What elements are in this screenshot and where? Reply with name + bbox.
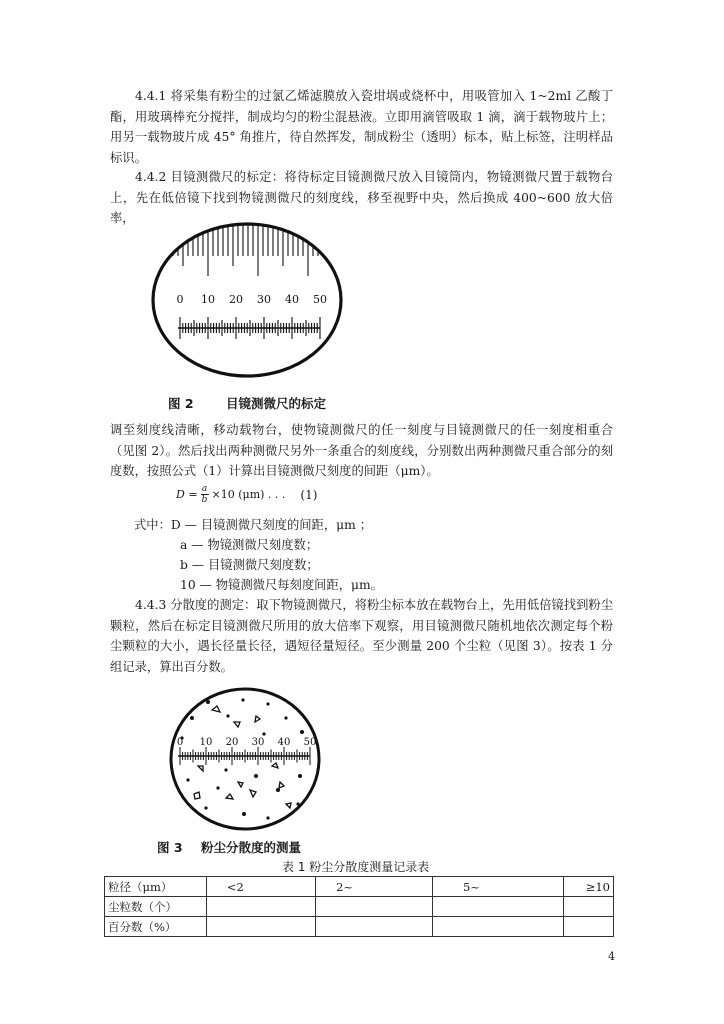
table-header-cell: ≥10 (563, 877, 613, 897)
figure-3-title: 粉尘分散度的测量 (201, 840, 302, 855)
formula-denominator: b (201, 495, 208, 505)
dust-particle (216, 786, 219, 789)
dust-particle (266, 702, 269, 705)
table-header-cell: <2 (206, 877, 315, 897)
dust-particle-outline (279, 782, 284, 788)
legend-line-10: 10 — 物镜测微尺每刻度间距，μm。 (180, 578, 383, 592)
figure-2-scale-label: 40 (285, 293, 299, 306)
page-number: 4 (608, 950, 615, 963)
legend-intro: 式中： (134, 518, 171, 532)
figure-3-caption (157, 838, 301, 856)
dust-particle (204, 806, 207, 809)
table-row-particle-count (105, 897, 614, 917)
dust-particle (224, 768, 227, 771)
formula-lhs: D = (176, 488, 198, 501)
figure-3-scale-labels (177, 737, 317, 748)
table-cell (432, 917, 563, 937)
formula-rest: ×10 (μm) . . . (211, 488, 286, 501)
paragraph-continuation: 调至刻度线清晰，移动载物台，使物镜测微尺的任一刻度与目镜测微尺的任一刻度相重合（见图 2）。然后找出两种测微尺另外一条重合的刻度线，分别数出两种测微尺重合部分的刻度数，按照公式（1）计算出目镜测微尺刻度的间距（μm）。 (110, 423, 613, 478)
figure-3-scale-label: 30 (251, 737, 265, 748)
formula-numerator: a (201, 484, 208, 494)
figure-3-dust-field-diagram (168, 686, 322, 832)
dust-particle (190, 716, 194, 720)
table-header-cell: 2~ (316, 877, 433, 897)
table-cell (432, 897, 563, 917)
dust-particle-outline (286, 803, 291, 808)
dust-particle-outline (198, 766, 203, 771)
legend-line-b: b — 目镜测微尺刻度数； (180, 558, 319, 572)
figure-3-scale-label: 0 (176, 737, 184, 748)
table-cell (316, 917, 433, 937)
formula-equation-number: (1) (300, 487, 318, 502)
paragraph-4-4-2: 4.4.2 目镜测微尺的标定：将待标定目镜测微尺放入目镜筒内，物镜测微尺置于载物台上，先在低倍镜下找到物镜测微尺的刻度线，移至视野中央，然后换成 400~600 放大倍率， (110, 170, 613, 225)
dust-particle (298, 774, 302, 778)
paragraph-4-4-1: 4.4.1 将采集有粉尘的过氯乙烯滤膜放入瓷坩埚或烧杯中，用吸管加入 1~2ml 乙酸丁酯，用玻璃棒充分搅拌，制成均匀的粉尘混悬液。立即用滴管吸取 1 滴，滴于载物玻片上；用另一载物玻片成 45° 角推片，待自然挥发，制成粉尘（透明）标本，贴上标签，注明样品标识。 (110, 89, 613, 165)
figure-3-scale-label: 20 (225, 737, 239, 748)
formula-1 (176, 484, 317, 505)
dust-particle (262, 732, 265, 735)
table-row-percentage (105, 917, 614, 937)
dust-particle (226, 714, 229, 717)
figure-2-scale-label: 50 (313, 293, 327, 306)
formula-fraction (201, 484, 209, 505)
table-header-cell: 5~ (432, 877, 563, 897)
dust-particle-outline (250, 790, 256, 797)
figure-2-scale-label: 20 (229, 293, 243, 306)
legend-line-d (134, 515, 372, 535)
table-header-cell: 粒径（μm） (105, 877, 207, 897)
figure-2-micrometer-diagram (150, 220, 344, 380)
dust-particle-outline (272, 763, 278, 768)
figure-3-scale-ticks (178, 747, 310, 765)
legend-line-a: a — 物镜测微尺刻度数； (180, 538, 319, 552)
table-cell (206, 897, 315, 917)
table-header-row (105, 877, 614, 897)
legend-item-d: D — 目镜测微尺刻度的间距，μm ； (170, 518, 373, 532)
table-row-label: 百分数（%） (105, 917, 207, 937)
dust-particle (266, 816, 269, 819)
dust-particle-outline (255, 716, 260, 722)
table-1-dispersion-record (104, 876, 614, 937)
dust-particle-outline (194, 792, 200, 799)
table-cell (563, 897, 613, 917)
dust-particle (300, 730, 304, 734)
figure-3-scale-label: 40 (277, 737, 291, 748)
figure-3-scale-label: 10 (199, 737, 213, 748)
figure-3-scale-label: 50 (303, 737, 317, 748)
table-cell (206, 917, 315, 937)
figure-2-scale-label: 30 (257, 293, 271, 306)
table-row-label: 尘粒数（个） (105, 897, 207, 917)
table-cell (563, 917, 613, 937)
dust-particle (254, 774, 258, 778)
dust-particle (284, 716, 287, 719)
figure-2-caption (168, 394, 326, 412)
figure-3-number: 图 3 (157, 840, 183, 855)
dust-particle (186, 778, 189, 781)
figure-2-scale-labels (177, 293, 328, 306)
figure-2-number: 图 2 (168, 396, 194, 411)
dust-particle-outline (212, 706, 220, 712)
dust-particle-outline (226, 794, 233, 799)
dust-particle-outline (238, 782, 243, 787)
figure-2-scale-ticks (158, 220, 338, 339)
dust-particle (241, 698, 244, 701)
table-cell (316, 897, 433, 917)
dust-particle-outline (234, 722, 240, 727)
table-1-title: 表 1 粉尘分散度测量记录表 (282, 860, 430, 874)
paragraph-4-4-3: 4.4.3 分散度的测定：取下物镜测微尺，将粉尘标本放在载物台上，先用低倍镜找到粉尘颗粒，然后在标定目镜测微尺所用的放大倍率下观察，用目镜测微尺随机地依次测定每个粉尘颗粒的大小，遇长径量长径，遇短径量短径。至少测量 200 个尘粒（见图 3）。按表 1 分组记录，算出百分数。 (110, 598, 613, 674)
figure-2-title: 目镜测微尺的标定 (226, 396, 327, 411)
dust-particle (242, 812, 246, 816)
figure-2-scale-label: 10 (201, 293, 215, 306)
dust-particle (276, 788, 280, 792)
figure-2-scale-label: 0 (176, 293, 184, 306)
